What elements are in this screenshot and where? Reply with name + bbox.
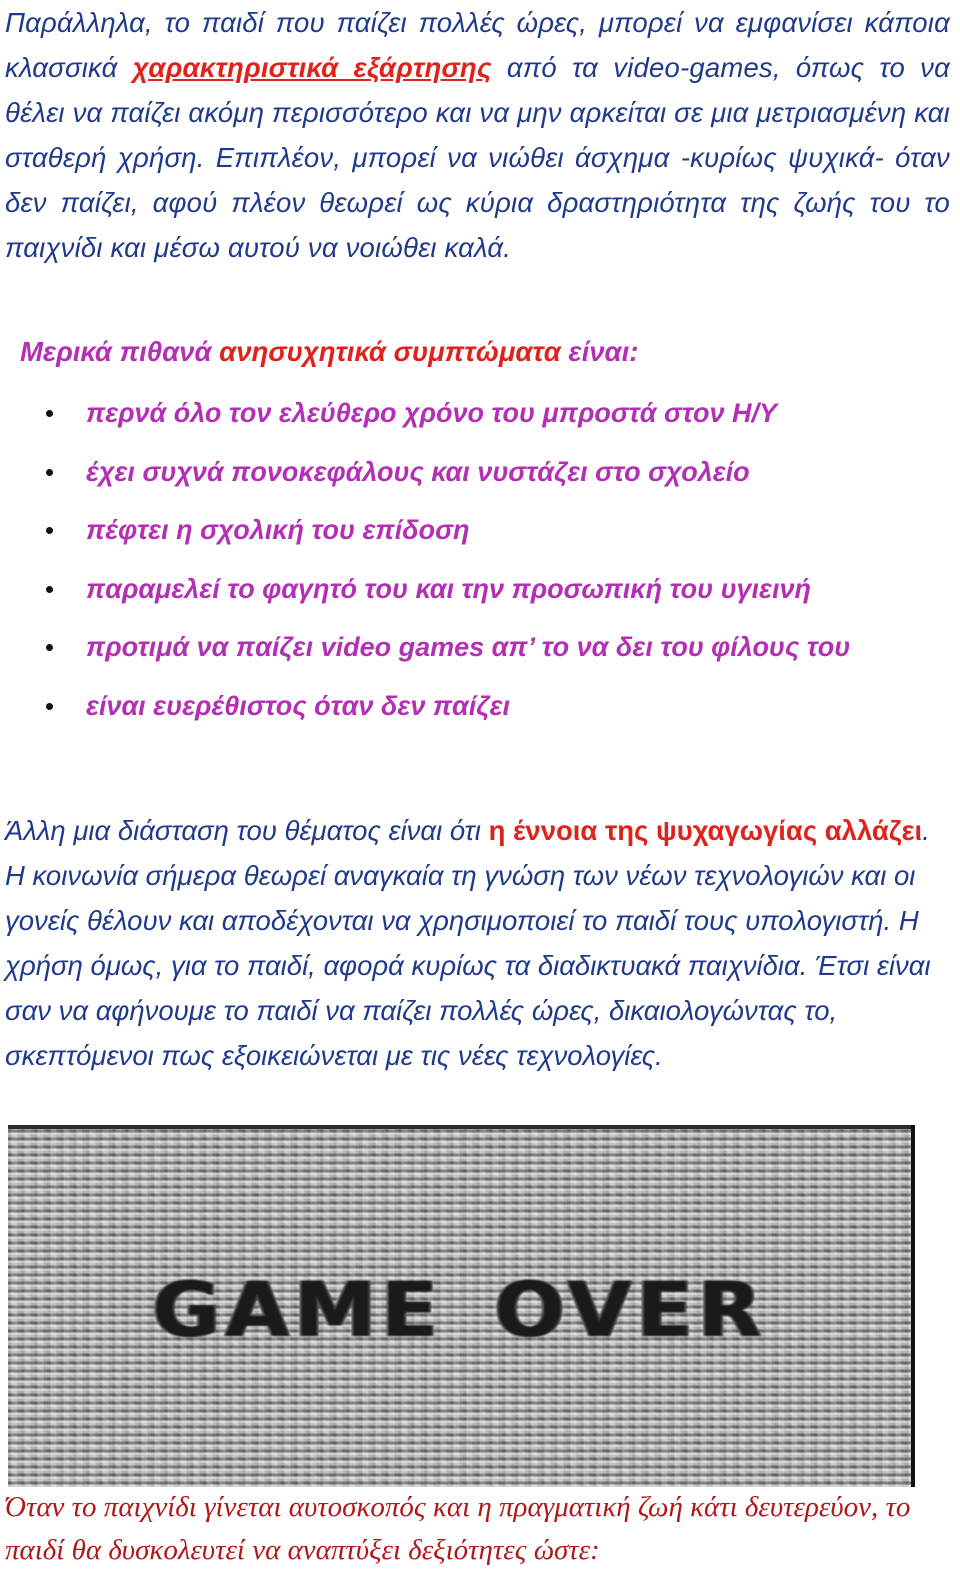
bullet-icon bbox=[46, 586, 53, 593]
symptoms-list bbox=[0, 384, 850, 735]
list-item-text: πέφτει η σχολική του επίδοση bbox=[86, 515, 470, 545]
list-item bbox=[0, 384, 850, 443]
entertainment-text-start: Άλλη μια διάσταση του θέματος είναι ότι bbox=[5, 815, 489, 846]
list-item-text: προτιμά να παίζει video games απ’ το να δει του φίλους του bbox=[86, 632, 851, 662]
intro-paragraph bbox=[5, 0, 950, 270]
over-word: OVER bbox=[494, 1265, 767, 1354]
intro-text-start: Παράλληλα, το παιδί που παίζει πολλές ώρες, μπορεί να εμφανίσει κάποια κλασσικά bbox=[5, 7, 950, 83]
dependency-features-link[interactable]: χαρακτηριστικά εξάρτησης bbox=[132, 52, 492, 83]
bullet-icon bbox=[46, 410, 53, 417]
bullet-icon bbox=[46, 703, 53, 710]
symptoms-heading bbox=[20, 336, 638, 368]
symptoms-heading-prefix: Μερικά πιθανά bbox=[20, 336, 220, 367]
list-item bbox=[0, 443, 850, 502]
bullet-icon bbox=[46, 644, 53, 651]
list-item-text: είναι ευερέθιστος όταν δεν παίζει bbox=[86, 690, 510, 721]
list-item bbox=[0, 560, 850, 619]
game-over-text bbox=[0, 1265, 947, 1354]
list-item bbox=[0, 677, 850, 736]
entertainment-paragraph bbox=[5, 808, 945, 1078]
list-item bbox=[0, 618, 850, 677]
bullet-icon bbox=[46, 469, 53, 476]
closing-paragraph: Όταν το παιχνίδι γίνεται αυτοσκοπός και η πραγματική ζωή κάτι δευτερεύον, το παιδί θα δυσκολευτεί να αναπτύξει δεξιότητες ώστε: bbox=[5, 1491, 911, 1566]
list-item-text: έχει συχνά πονοκεφάλους και νυστάζει στο σχολείο bbox=[86, 456, 750, 487]
intro-text-end: από τα video-games, όπως το να θέλει να παίζει ακόμη περισσότερο και να μην αρκείται σε μια μετριασμένη και σταθερή χρήση. Επιπλέον, μπορεί να νιώθει άσχημα -κυρίως ψυχικά- όταν δεν παίζει, αφού πλέον θεωρεί ως κύρια δραστηριότητα της ζωής του το παιχνίδι και μέσω αυτού να νοιώθει καλά. bbox=[5, 52, 950, 263]
symptoms-heading-suffix: είναι: bbox=[560, 336, 639, 367]
entertainment-highlight: η έννοια της ψυχαγωγίας αλλάζει bbox=[488, 815, 923, 846]
bullet-icon bbox=[46, 527, 53, 534]
list-item bbox=[0, 501, 850, 560]
list-item-text: περνά όλο τον ελεύθερο χρόνο του μπροστά στον Η/Υ bbox=[86, 398, 778, 428]
image-edge bbox=[8, 1125, 911, 1129]
list-item-text: παραμελεί το φαγητό του και την προσωπική του υγιεινή bbox=[86, 573, 811, 604]
entertainment-text-end: . Η κοινωνία σήμερα θεωρεί αναγκαία τη γνώση των νέων τεχνολογιών και οι γονείς θέλουν και αποδέχονται να χρησιμοποιεί το παιδί τους υπολογιστή. Η χρήση όμως, για το παιδί, αφορά κυρίως τα διαδικτυακά παιχνίδια. Έτσι είναι σαν να αφήνουμε το παιδί να παίζει πολλές ώρες, δικαιολογώντας το, σκεπτόμενοι πως εξοικειώνεται με τις νέες τεχνολογίες. bbox=[5, 815, 931, 1071]
symptoms-heading-highlight: ανησυχητικά συμπτώματα bbox=[219, 336, 561, 367]
game-word: GAME bbox=[152, 1265, 443, 1354]
game-over-image bbox=[8, 1125, 911, 1487]
